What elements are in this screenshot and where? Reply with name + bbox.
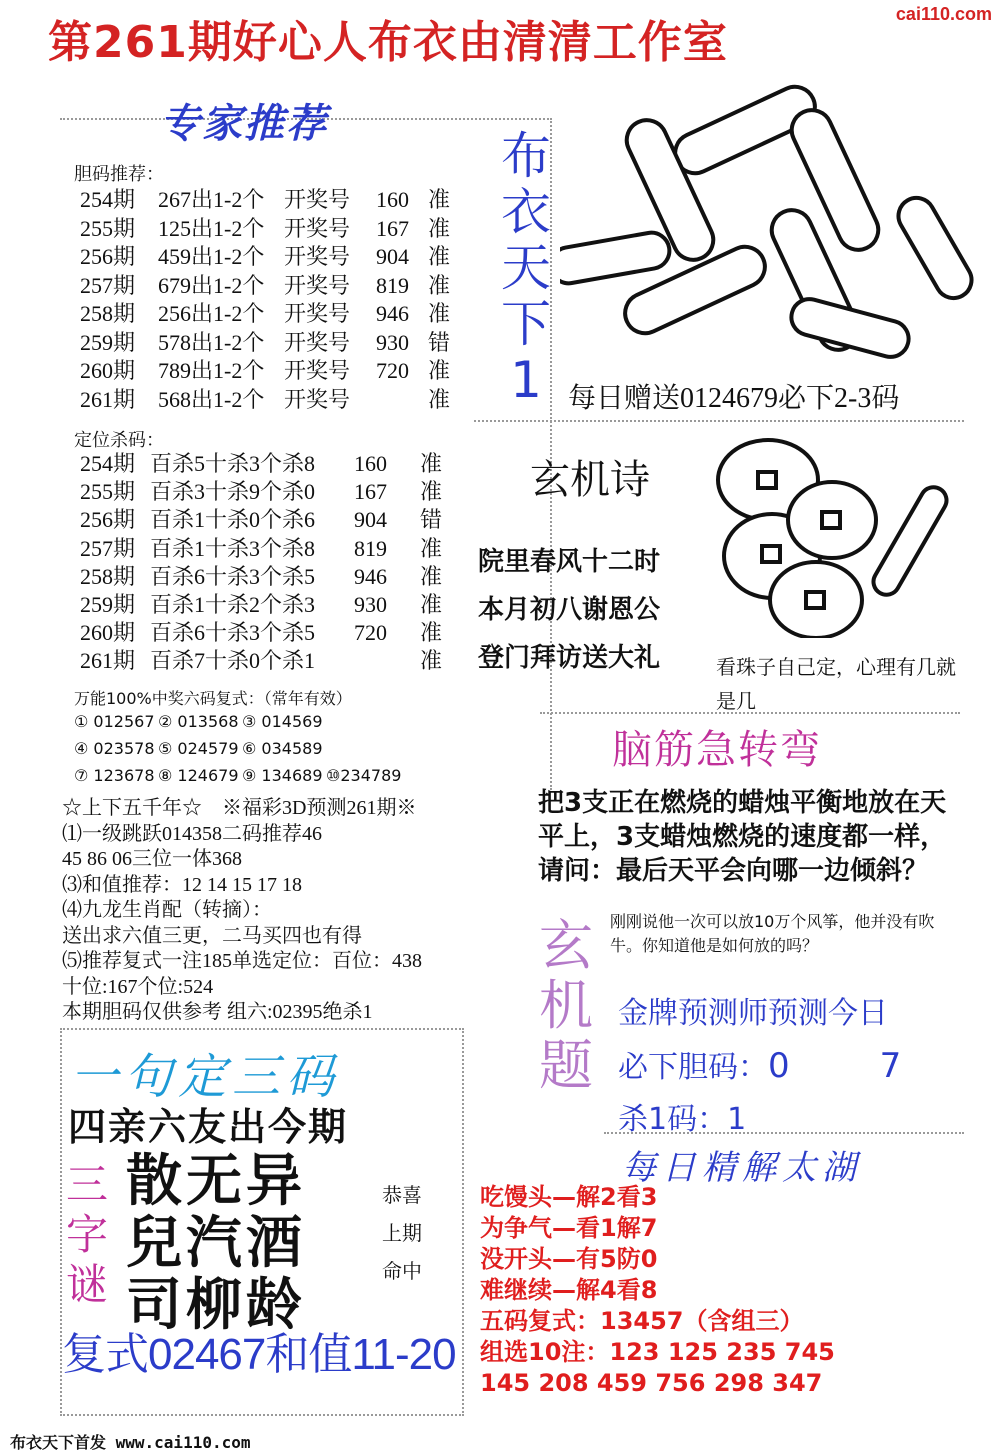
dan-label: 开奖号 [284,358,351,383]
taihu-line: 为争气—看1解7 [480,1214,658,1242]
kill-pick: 百杀1十杀2个杀3 [150,592,316,617]
dan-result: 准 [428,215,451,241]
kill-pick: 百杀5十杀3个杀8 [150,451,316,476]
brand-char: 1 [510,351,542,409]
brand-char: 布 [501,127,551,185]
brain-title: 脑筋急转弯 [612,727,822,773]
dan-pick: 256出1-2个 [158,301,265,326]
site-logo[interactable]: cai110.com [895,4,992,24]
kill-period: 254期 [80,451,136,476]
kill-period: 258期 [80,563,136,589]
dan-label: 开奖号 [284,215,351,241]
kill-draw: 160 [354,451,387,476]
kill-draw: 167 [354,479,387,505]
poem-line: 院里春风十二时 [478,547,661,577]
dan-label: 开奖号 [284,187,351,212]
taihu-divider [604,1132,964,1134]
dan-period: 255期 [80,215,136,241]
dan-row [80,272,480,300]
dan-draw: 930 [376,329,409,355]
dan-row [80,243,480,271]
dan-label: 开奖号 [284,329,351,355]
dan-draw: 720 [376,358,409,383]
coin-note: 看珠子自己定，心理有几就是几 [716,655,956,713]
kill-period: 259期 [80,592,136,617]
history-line: ⑴一级跳跃014358二码推荐46 [62,822,322,845]
kill-draw: 904 [354,507,387,533]
dan-pick: 789出1-2个 [158,358,265,383]
sanzi-label [62,1160,112,1310]
fushi-line: 复式02467和值11-20 [62,1330,456,1379]
taihu-title: 每日精解太湖 [622,1148,862,1188]
congrats-line: 命中 [382,1259,422,1283]
taihu-line: 145 208 459 756 298 347 [480,1369,823,1397]
xuanji-char: 玄 [539,914,593,977]
dan-draw: 819 [376,272,409,298]
history-block [62,796,422,1026]
dan-draw: 946 [376,301,409,326]
sanzi-char: 谜 [65,1260,108,1309]
poem-line: 登门拜访送大礼 [478,643,661,673]
kill-draw: 946 [354,563,387,589]
must-digit: 0 [768,1046,790,1086]
kill-line: 杀1码：1 [618,1102,747,1137]
kill-period: 255期 [80,479,136,505]
kill-period: 260期 [80,620,136,646]
dan-period: 257期 [80,272,136,298]
brand-char: 天 [501,239,551,297]
history-line: ☆上下五千年☆ ※福彩3D预测261期※ [62,797,417,819]
dan-draw: 160 [376,187,409,212]
kill-result: 准 [420,592,443,617]
six-code: ⑤ 024579 [158,739,239,758]
congrats-line: 上期 [382,1221,422,1245]
yiju-title: 一句定三码 [70,1049,341,1105]
six-code: ⑧ 124679 [158,766,239,785]
six-code: ⑥ 034589 [242,739,323,758]
kite-riddle: 刚刚说他一次可以放10万个风筝，他并没有吹牛。你知道他是如何放的吗？ [610,912,935,955]
dan-pick: 679出1-2个 [158,272,265,298]
kill-period: 256期 [80,507,136,533]
dan-pick: 125出1-2个 [158,215,265,241]
taihu-line: 吃馒头—解2看3 [480,1183,658,1211]
kill-period: 257期 [80,535,136,561]
dan-period: 261期 [80,386,136,412]
kill-result: 准 [420,451,443,476]
xuanji-label [536,916,596,1096]
sanzi-line: 兒汽酒 [126,1210,306,1276]
brand-char: 衣 [501,183,551,241]
taihu-line: 难继续—解4看8 [480,1276,658,1304]
dan-result: 错 [428,329,451,355]
six-code: ⑩234789 [326,766,402,785]
kill-row [80,450,480,478]
kill-pick: 百杀6十杀3个杀5 [150,563,316,589]
page-title: 第261期好心人布衣由清清工作室 [48,17,728,68]
history-line: 送出求六值三更，二马买四也有得 [62,924,362,947]
yiju-phrase: 四亲六友出今期 [68,1105,349,1149]
kill-label: 定位杀码： [74,430,164,451]
footer-text[interactable]: 布衣天下首发 www.cai110.com [10,1433,251,1452]
kill-draw: 720 [354,620,387,646]
kill-row [80,591,480,619]
dan-period: 259期 [80,329,136,355]
kill-draw: 819 [354,535,387,561]
taihu-lines [480,1182,835,1399]
history-line: 45 86 06三位一体368 [62,848,242,870]
kill-row [80,506,480,534]
six-code: ③ 014569 [242,712,323,731]
dan-result: 准 [428,386,451,412]
dan-result: 准 [428,358,451,383]
kill-draw: 930 [354,592,387,617]
dan-period: 258期 [80,301,136,326]
dan-period: 256期 [80,244,136,269]
six-code-title: 万能100%中奖六码复式：（常年有效） [74,689,352,708]
dan-draw: 904 [376,244,409,269]
dan-label: 开奖号 [284,386,351,412]
brand-vertical [496,128,556,408]
must-label: 必下胆码： [618,1050,768,1085]
sanzi-riddle [126,1150,306,1336]
taihu-line: 五码复式：13457（含组三） [480,1307,804,1335]
six-code: ② 013568 [158,712,239,731]
six-code: ① 012567 [74,712,155,731]
kill-result: 准 [420,535,443,561]
dan-result: 准 [428,301,451,326]
dan-result: 准 [428,272,451,298]
kill-result: 准 [420,648,443,674]
dan-label: 开奖号 [284,301,351,326]
dan-result: 准 [428,244,451,269]
dan-period: 260期 [80,358,136,383]
dan-result: 准 [428,187,451,212]
must-line [618,1040,901,1094]
dan-pick: 568出1-2个 [158,386,265,412]
dan-pick: 578出1-2个 [158,329,265,355]
daily-gift: 每日赠送0124679必下2-3码 [568,383,900,414]
kill-row [80,619,480,647]
kill-pick: 百杀1十杀0个杀6 [150,507,316,533]
expert-title: 专家推荐 [160,101,328,147]
six-code: ⑨ 134689 [242,766,323,785]
kill-pick: 百杀7十杀0个杀1 [150,648,316,674]
dan-label: 胆码推荐： [74,164,164,185]
dan-row [80,215,480,243]
sanzi-line: 散无异 [126,1148,306,1214]
history-line: ⑶和值推荐：12 14 15 17 18 [62,873,302,896]
kill-pick: 百杀6十杀3个杀5 [150,620,316,646]
poem-title: 玄机诗 [530,457,650,503]
brain-divider [540,712,960,714]
sanzi-char: 三 [65,1160,108,1209]
history-line: ⑷九龙生肖配（转摘）： [62,899,272,921]
six-code: ⑦ 123678 [74,766,155,785]
history-line: 十位:167个位:524 [62,975,214,998]
congrats [372,1176,432,1290]
brand-char: 下 [501,295,551,353]
dan-row [80,386,480,414]
kill-result: 准 [420,620,443,646]
history-line: ⑸推荐复式一注185单选定位：百位：438 [62,950,422,972]
kill-row [80,563,480,591]
poem-lines [478,538,660,682]
dan-label: 开奖号 [284,244,351,269]
history-line: 本期胆码仅供参考 组六:02395绝杀1 [62,1001,373,1023]
dan-label: 开奖号 [284,272,351,298]
dan-pick: 459出1-2个 [158,244,265,269]
gold-predict [618,988,901,1146]
coin-illustration [710,428,950,638]
poem-line: 本月初八谢恩公 [478,595,661,625]
kill-pick: 百杀1十杀3个杀8 [150,535,316,561]
must-digit: 7 [879,1046,902,1086]
dan-row [80,300,480,328]
kill-period: 261期 [80,648,136,674]
kill-result: 错 [420,507,443,533]
taihu-line: 组选10注：123 125 235 745 [480,1338,835,1366]
kill-result: 准 [420,563,443,589]
kill-row [80,535,480,563]
brain-text: 把3支正在燃烧的蜡烛平衡地放在天平上，3支蜡烛燃烧的速度都一样，请问：最后天平会向哪一边倾斜？ [538,788,947,886]
congrats-line: 恭喜 [382,1183,422,1207]
poem-divider [474,420,964,422]
kill-row [80,647,480,675]
kill-row [80,478,480,506]
dan-row [80,329,480,357]
gold-title: 金牌预测师预测今日 [618,996,888,1031]
dan-pick: 267出1-2个 [158,187,265,212]
sanzi-line: 司柳龄 [126,1272,306,1338]
taihu-line: 没开头—有5防0 [480,1245,658,1273]
six-code: ④ 023578 [74,739,155,758]
kill-pick: 百杀3十杀9个杀0 [150,479,316,505]
kill-result: 准 [420,479,443,505]
xuanji-char: 题 [539,1034,593,1097]
dan-row [80,186,480,214]
dan-row [80,357,480,385]
xuanji-char: 机 [539,974,593,1037]
bead-illustration [560,80,980,380]
dan-period: 254期 [80,187,136,212]
dan-draw: 167 [376,215,409,241]
sanzi-char: 字 [65,1210,108,1259]
